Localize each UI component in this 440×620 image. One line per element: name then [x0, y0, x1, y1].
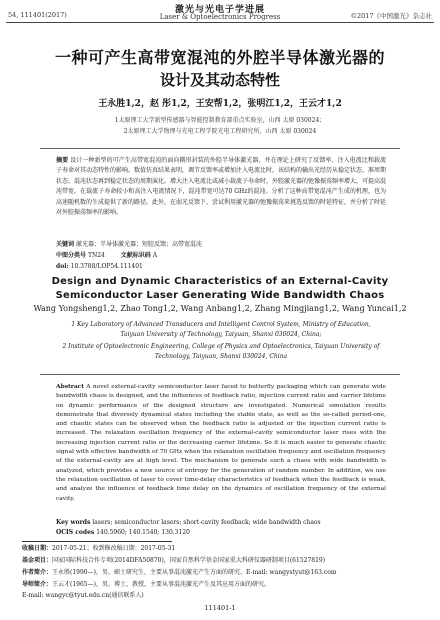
clc-value: TN24: [87, 252, 105, 259]
doc-code-value: A: [152, 252, 158, 259]
title-en-line-2: Semiconductor Laser Generating Wide Bandwidth Chaos: [55, 290, 385, 301]
doi-value: 10.3788/LOP54.111401: [70, 263, 143, 270]
doi-label: doi:: [56, 263, 69, 270]
footnote-received: [22, 543, 417, 556]
header-rule: [6, 22, 434, 23]
title-cn-line-1: 一种可产生高带宽混沌的外腔半导体激光器的: [54, 48, 385, 67]
keywords-en-text: lasers; semiconductor lasers; short-cavity feedback; wide bandwidth chaos: [92, 519, 321, 526]
abstract-en-text: A novel external-cavity semiconductor laser faced to butterfly packaging which can generate wide bandwidth chaos is designed, and the influences of feedback ratio, injection current ratio and carrier lifetime on dynamic performance of the designed structure are investigated. Numerical simulation results demonstrate that diversely dynamical states including the stable state, as well as the so-called period-one, and chaotic states can be observed when the feedback ratio is adjusted or the injection current ratio is increased. The relaxation oscillation frequency of the external-cavity semiconductor laser rises with the increasing injection current ratio or the decreasing carrier lifetime. So it is much easier to generate chaotic signal with effective bandwidth of 70 GHz when the relaxation oscillation frequency and oscillation frequency of the external-cavity are at high level. The mechanism to generate such a chaos with wide bandwidth is analyzed, which provides a new source of entropy for the generation of random number. In addition, we use the relaxation oscillation of laser to cover time-delay characteristics of feedback when the feedback is weak, and analyze the influence of feedback time delay on the dynamics of oscillation frequency of the external cavity.: [56, 384, 386, 502]
ocis-value: 140.5960; 140.1540; 130.3120: [96, 529, 190, 536]
footnote-author: [22, 567, 417, 580]
affiliation-en-4: Technology, Taiyuan, Shanxi 030024, China: [154, 353, 288, 360]
authors-cn: 王永胜1,2，赵 彤1,2，王安帮1,2，张明江1,2，王云才1,2: [98, 99, 342, 109]
footnote-email: [22, 590, 417, 603]
header-citation: 54, 111401(2017): [8, 11, 67, 19]
affiliation-cn-2: 2太原理工大学物理与光电工程学院光电工程研究所，山西 太原 030024: [123, 128, 317, 135]
footnote-text: 国家国际科技合作专项(2014DFA50870)，国家自然科学基金国家重大科研仪器研制项目(61527819): [52, 557, 326, 564]
abstract-en-label: Abstract: [56, 383, 84, 390]
keywords-cn: [56, 240, 386, 250]
title-en-line-1: Design and Dynamic Characteristics of an External-Cavity: [51, 276, 389, 287]
divider: [40, 374, 400, 375]
affiliation-en-2: Taiyuan University of Technology, Taiyuan, Shanxi 030024, China;: [120, 331, 322, 338]
keywords-en: [56, 518, 386, 528]
keywords-en-label: Key words: [56, 519, 91, 526]
footnote-text: 王云才(1965—)，男，博士，教授，主要从事混沌激光产生及其应用方面的研究。: [52, 581, 270, 588]
journal-name-cn: 激光与光电子学进展: [174, 5, 265, 15]
title-cn-line-2: 设计及其动态特性: [159, 71, 280, 89]
footnote-label: 基金项目：: [22, 557, 53, 564]
classification-cn: [56, 251, 386, 261]
footnote-label: 收稿日期：: [22, 545, 53, 552]
affiliation-en-1: 1 Key Laboratory of Advanced Transducers and Intelligent Control System, Ministry of Education,: [71, 321, 371, 328]
footnote-rule: [22, 541, 172, 542]
running-header: [0, 0, 440, 26]
affiliation-en-3: 2 Institute of Optoelectronic Engineering, College of Physics and Optoelectronics, Taiyuan University of: [62, 343, 380, 350]
footnote-text: 2017-05-21；收到修改稿日期：2017-05-31: [52, 545, 176, 552]
ocis-codes: [56, 528, 386, 538]
doi: [56, 262, 386, 272]
page-number: 111401-1: [204, 604, 236, 612]
doc-code-label: 文献标识码: [120, 252, 151, 259]
abstract-cn: [56, 156, 386, 218]
abstract-cn-text: 设计一种新型的可产生高带宽混沌的面向耦形封装的外腔半导体激光器，并在理论上研究了反馈率、注入电流比和载流子寿命对其动态特性的影响。数值仿真结果表明，调节反馈率或增加注入电流比时，该结构的输出光经历从稳定状态、准周期状态、混沌状态再到稳定状态的周期演化。增大注入电流比或减小载流子寿命时，外腔激光器的弛豫振荡频率增大，可提高混沌带宽。在载流子寿命较小和高注入电流情况下，混沌带宽可达70 GHz的混沌。分析了这种高带宽混沌产生成的机理，也为高速随机数的生成提供了新的路径。此外，在弱光反馈下，尝试利用激光器的弛豫振荡来挑选反馈的时延特征，并分析了时延对外腔振荡频率的影响。: [56, 157, 387, 217]
keywords-cn-text: 激光器；半导体激光器；短腔反馈；高带宽混沌: [75, 241, 202, 248]
authors-en: Wang Yongsheng1,2, Zhao Tong1,2, Wang Anbang1,2, Zhang Mingjiang1,2, Wang Yuncai1,2: [33, 304, 407, 313]
keywords-cn-label: 关键词: [56, 241, 75, 248]
divider: [40, 148, 400, 149]
clc-label: 中图分类号: [56, 252, 87, 259]
ocis-label: OCIS codes: [56, 529, 95, 536]
header-copyright: ©2017《中国激光》杂志社: [350, 12, 432, 20]
footnote-text: 王永胜(1990—)，男，硕士研究生，主要从事混沌激光产生方面的研究。E-mail: wangystyut@163.com: [52, 569, 337, 576]
footnote-label: 导师简介：: [22, 581, 53, 588]
footnote-funding: [22, 555, 417, 568]
abstract-cn-label: 摘要: [56, 157, 69, 164]
affiliation-cn-1: 1太原理工大学新型传感器与智能控制教育部重点实验室，山西 太原 030024；: [114, 117, 326, 124]
journal-name-en: Laser & Optoelectronics Progress: [159, 13, 281, 21]
abstract-en: [56, 382, 386, 504]
footnote-label: 作者简介：: [22, 569, 53, 576]
footnote-text: E-mail: wangyc@tyut.edu.cn(通信联系人): [22, 592, 144, 599]
